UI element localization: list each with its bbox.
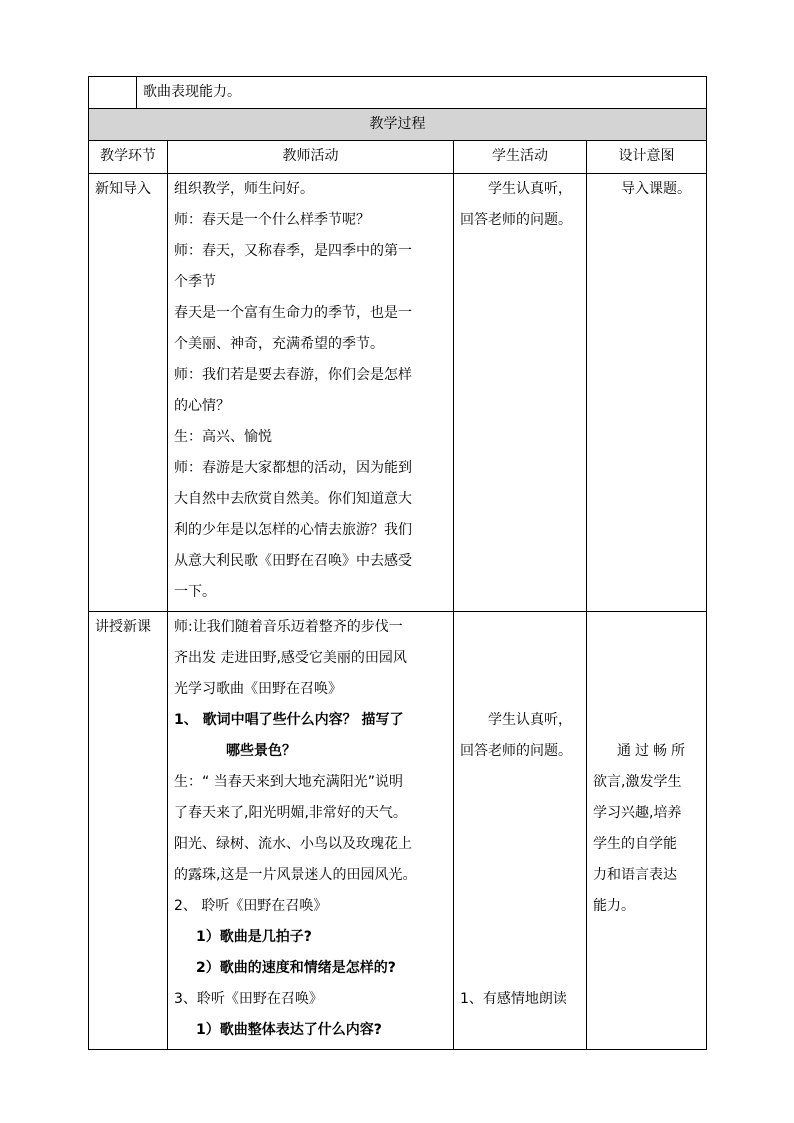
intent-line: 欲言,激发学生: [593, 774, 682, 790]
intent-line: 学生的自学能: [593, 836, 677, 852]
intent-line: 通过畅所: [617, 743, 689, 759]
column-header-intent: 设计意图: [587, 141, 707, 174]
previous-row-label-cell: [89, 77, 137, 109]
section-header-row: [89, 109, 707, 141]
teacher-line: 生：高兴、愉悦: [174, 429, 272, 445]
sub-question: 1）歌曲是几拍子?: [196, 929, 312, 945]
student-line: 回答老师的问题。: [460, 212, 572, 228]
intent-line: 学习兴趣,培养: [593, 805, 682, 821]
lesson-plan-table: [88, 76, 707, 1050]
row-intro-teacher: [168, 174, 454, 612]
teacher-line: 个美丽、神奇，充满希望的季节。: [174, 336, 384, 352]
column-header-row: [89, 141, 707, 174]
previous-row-content: 歌曲表现能力。: [137, 77, 707, 109]
intent-line: 力和语言表达: [593, 867, 677, 883]
row-new-lesson-intent: [587, 612, 707, 1050]
row-new-lesson-teacher: [168, 612, 454, 1050]
row-intro: [89, 174, 707, 612]
spacer: [460, 767, 580, 984]
teacher-line: 的心情？: [174, 398, 230, 414]
intent-line: 导入课题。: [621, 181, 691, 197]
teacher-line: 阳光、绿树、流水、小鸟以及玫瑰花上: [174, 836, 412, 852]
teacher-line: 齐出发 走进田野,感受它美丽的田园风: [174, 650, 407, 666]
question-1: 1、 歌词中唱了些什么内容？ 描写了: [174, 712, 404, 728]
question-1-continued: 哪些景色？: [226, 743, 296, 759]
student-line: 学生认真听，: [488, 712, 572, 728]
teacher-line: 的露珠,这是一片风景迷人的田园风光。: [174, 867, 417, 883]
teacher-line: 师：我们若是要去春游，你们会是怎样: [174, 367, 412, 383]
student-line: 回答老师的问题。: [460, 743, 572, 759]
column-header-stage: 教学环节: [89, 141, 168, 174]
teacher-line: 3、聆听《田野在召唤》: [174, 991, 323, 1007]
teacher-line: 生：“ 当春天来到大地充满阳光”说明: [174, 774, 403, 790]
teacher-line: 师：春天是一个什么样季节呢？: [174, 212, 370, 228]
teacher-line: 了春天来了,阳光明媚,非常好的天气。: [174, 805, 407, 821]
spacer: [593, 612, 700, 736]
teacher-line: 师：春天，又称春季，是四季中的第一: [174, 243, 412, 259]
row-intro-stage: 新知导入: [89, 174, 168, 612]
column-header-student: 学生活动: [454, 141, 587, 174]
intent-line: 能力。: [593, 898, 635, 914]
section-header: 教学过程: [89, 109, 707, 141]
row-intro-intent: [587, 174, 707, 612]
row-intro-student: [454, 174, 587, 612]
student-line: 1、有感情地朗读: [460, 991, 567, 1007]
teacher-line: 利的少年是以怎样的心情去旅游？我们: [174, 522, 412, 538]
student-line: 学生认真听，: [488, 181, 572, 197]
row-new-lesson-student: [454, 612, 587, 1050]
teacher-line: 一下。: [174, 584, 216, 600]
previous-row: [89, 77, 707, 109]
row-new-lesson-stage: 讲授新课: [89, 612, 168, 1050]
sub-question: 1）歌曲整体表达了什么内容?: [196, 1022, 382, 1038]
teacher-line: 光学习歌曲《田野在召唤》: [174, 681, 342, 697]
teacher-line: 个季节: [174, 274, 216, 290]
spacer: [460, 612, 580, 705]
teacher-line: 师:让我们随着音乐迈着整齐的步伐一: [174, 619, 403, 635]
teacher-line: 2、 聆听《田野在召唤》: [174, 898, 328, 914]
sub-question: 2）歌曲的速度和情绪是怎样的?: [196, 960, 396, 976]
lesson-plan-page: [88, 76, 706, 1050]
teacher-line: 师：春游是大家都想的活动，因为能到: [174, 460, 412, 476]
column-header-teacher: 教师活动: [168, 141, 454, 174]
teacher-line: 春天是一个富有生命力的季节，也是一: [174, 305, 412, 321]
row-new-lesson: [89, 612, 707, 1050]
teacher-line: 从意大利民歌《田野在召唤》中去感受: [174, 553, 412, 569]
teacher-line: 大自然中去欣赏自然美。你们知道意大: [174, 491, 412, 507]
teacher-line: 组织教学，师生问好。: [174, 181, 314, 197]
